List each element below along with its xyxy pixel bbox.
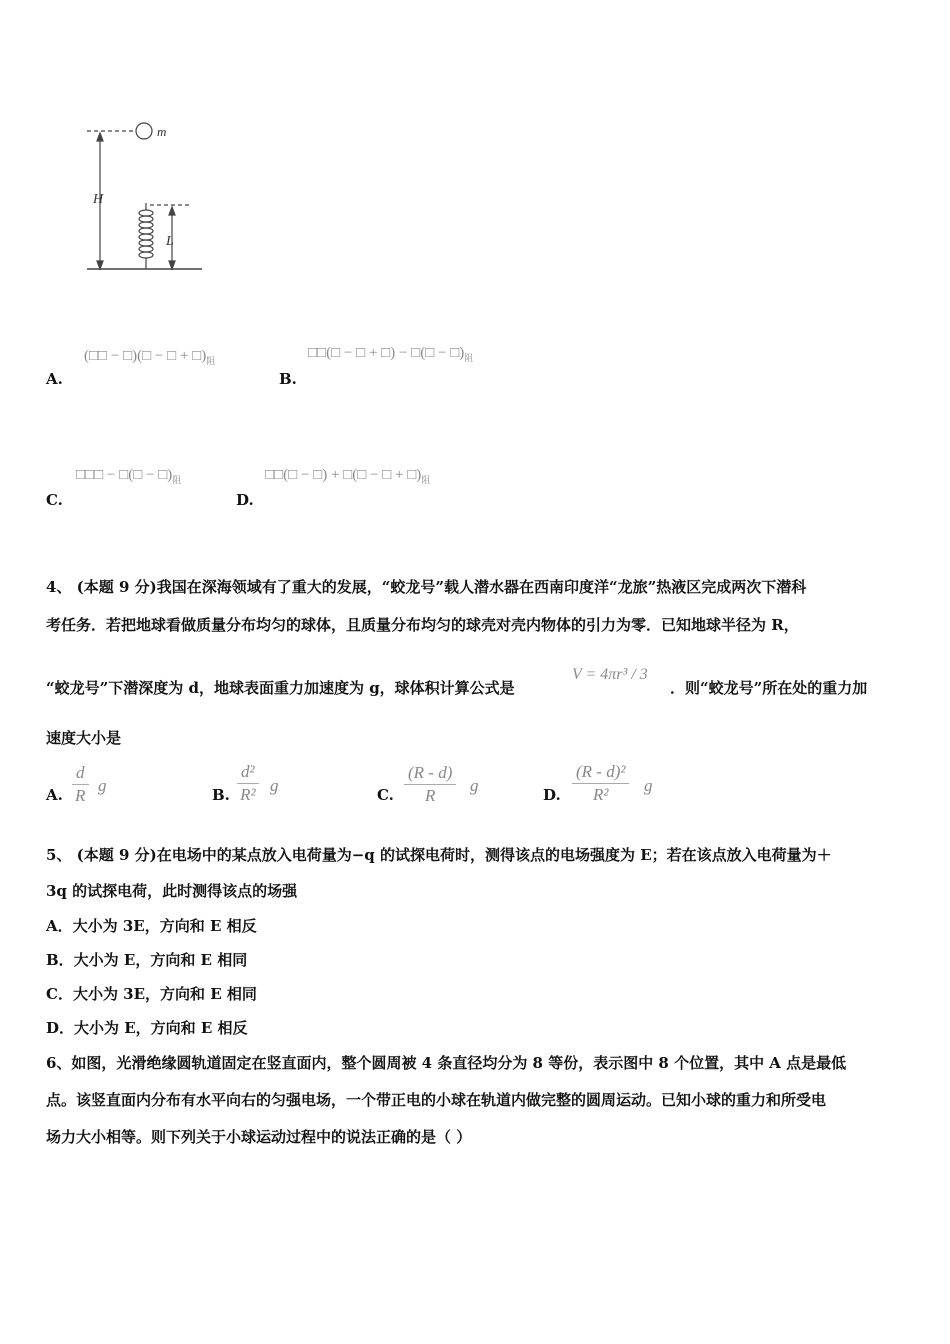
volume-formula: V = 4πr³ / 3 xyxy=(572,666,648,683)
q4-option-c-fraction: $\frac{(R - d)}{R}$ xyxy=(404,763,456,806)
q5-option-b: B．大小为 E，方向和 E 相同 xyxy=(46,951,248,969)
q3-option-d-formula: □□(□ − □) + □(□ − □ + $□)_阻$ xyxy=(265,467,431,485)
q3-option-b-formula: □□(□ − □ + □) − □(□ − $□)_阻$ xyxy=(308,345,474,363)
mass-label: m xyxy=(157,124,167,139)
q4-option-d-label: D. xyxy=(543,786,561,804)
q4-line-4: 速度大小是 xyxy=(46,729,122,747)
spring-ball-figure xyxy=(80,115,220,280)
q3-option-c-formula: □□□ − □(□ − $□)_阻$ xyxy=(76,467,182,485)
q3-option-d-label: D. xyxy=(236,491,254,509)
ball-circle xyxy=(136,123,152,139)
q4-option-b-fraction: $\frac{\text{d²}}{\text{R²}}$ xyxy=(237,762,259,805)
q4-option-a-g: g xyxy=(98,776,107,795)
q5-line-1: 5、 (本题 9 分)在电场中的某点放入电荷量为−q 的试探电荷时，测得该点的电场强度为 E；若在该点放入电荷量为＋ xyxy=(46,846,832,864)
q3-option-a-formula: (□□ − □)(□ − □ + $□)_阻$ xyxy=(84,348,216,366)
q4-option-b-label: B. xyxy=(212,786,230,804)
q3-option-c-label: C. xyxy=(46,491,63,509)
q4-line-3a: “蛟龙号”下潜深度为 d，地球表面重力加速度为 g，球体积计算公式是 xyxy=(46,679,515,697)
q4-line-2: 考任务．若把地球看做质量分布均匀的球体，且质量分布均匀的球壳对壳内物体的引力为零．已知地球半径为 R， xyxy=(46,616,799,634)
height-label: H xyxy=(93,192,104,207)
q4-option-d-fraction: $\frac{\text{(R - d)²}}{\text{R²}}$ xyxy=(572,762,629,805)
q4-option-c-g: g xyxy=(470,776,479,795)
q4-option-a-fraction: $\frac{d}{R}$ xyxy=(72,763,89,806)
q6-line-2: 点。该竖直面内分布有水平向右的匀强电场，一个带正电的小球在轨道内做完整的圆周运动。已知小球的重力和所受电 xyxy=(46,1091,827,1109)
q4-option-d-g: g xyxy=(644,776,653,795)
q4-option-a-label: A. xyxy=(46,786,63,804)
q5-option-a: A．大小为 3E，方向和 E 相反 xyxy=(46,917,257,935)
q3-option-a-label: A. xyxy=(46,370,63,388)
q5-option-c: C．大小为 3E，方向和 E 相同 xyxy=(46,985,257,1003)
q5-option-d: D．大小为 E，方向和 E 相反 xyxy=(46,1019,248,1037)
q6-line-3: 场力大小相等。则下列关于小球运动过程中的说法正确的是（ ） xyxy=(46,1128,472,1146)
height-arrow-top xyxy=(97,133,103,141)
spring-length-label: L xyxy=(166,234,174,249)
q4-line-3b: ．则“蛟龙号”所在处的重力加 xyxy=(670,679,868,697)
q4-line-1: 4、 (本题 9 分)我国在深海领域有了重大的发展，“蛟龙号”载人潜水器在西南印度洋“龙旅”热液区完成两次下潜科 xyxy=(46,578,807,596)
q4-option-b-g: g xyxy=(270,776,279,795)
q4-option-c-label: C. xyxy=(377,786,394,804)
q5-line-2: 3q 的试探电荷，此时测得该点的场强 xyxy=(46,882,298,900)
q6-line-1: 6、如图，光滑绝缘圆轨道固定在竖直面内，整个圆周被 4 条直径均分为 8 等份，表示图中 8 个位置，其中 A 点是最低 xyxy=(46,1054,847,1072)
height-arrow-bottom xyxy=(97,261,103,269)
q3-option-b-label: B. xyxy=(279,370,297,388)
